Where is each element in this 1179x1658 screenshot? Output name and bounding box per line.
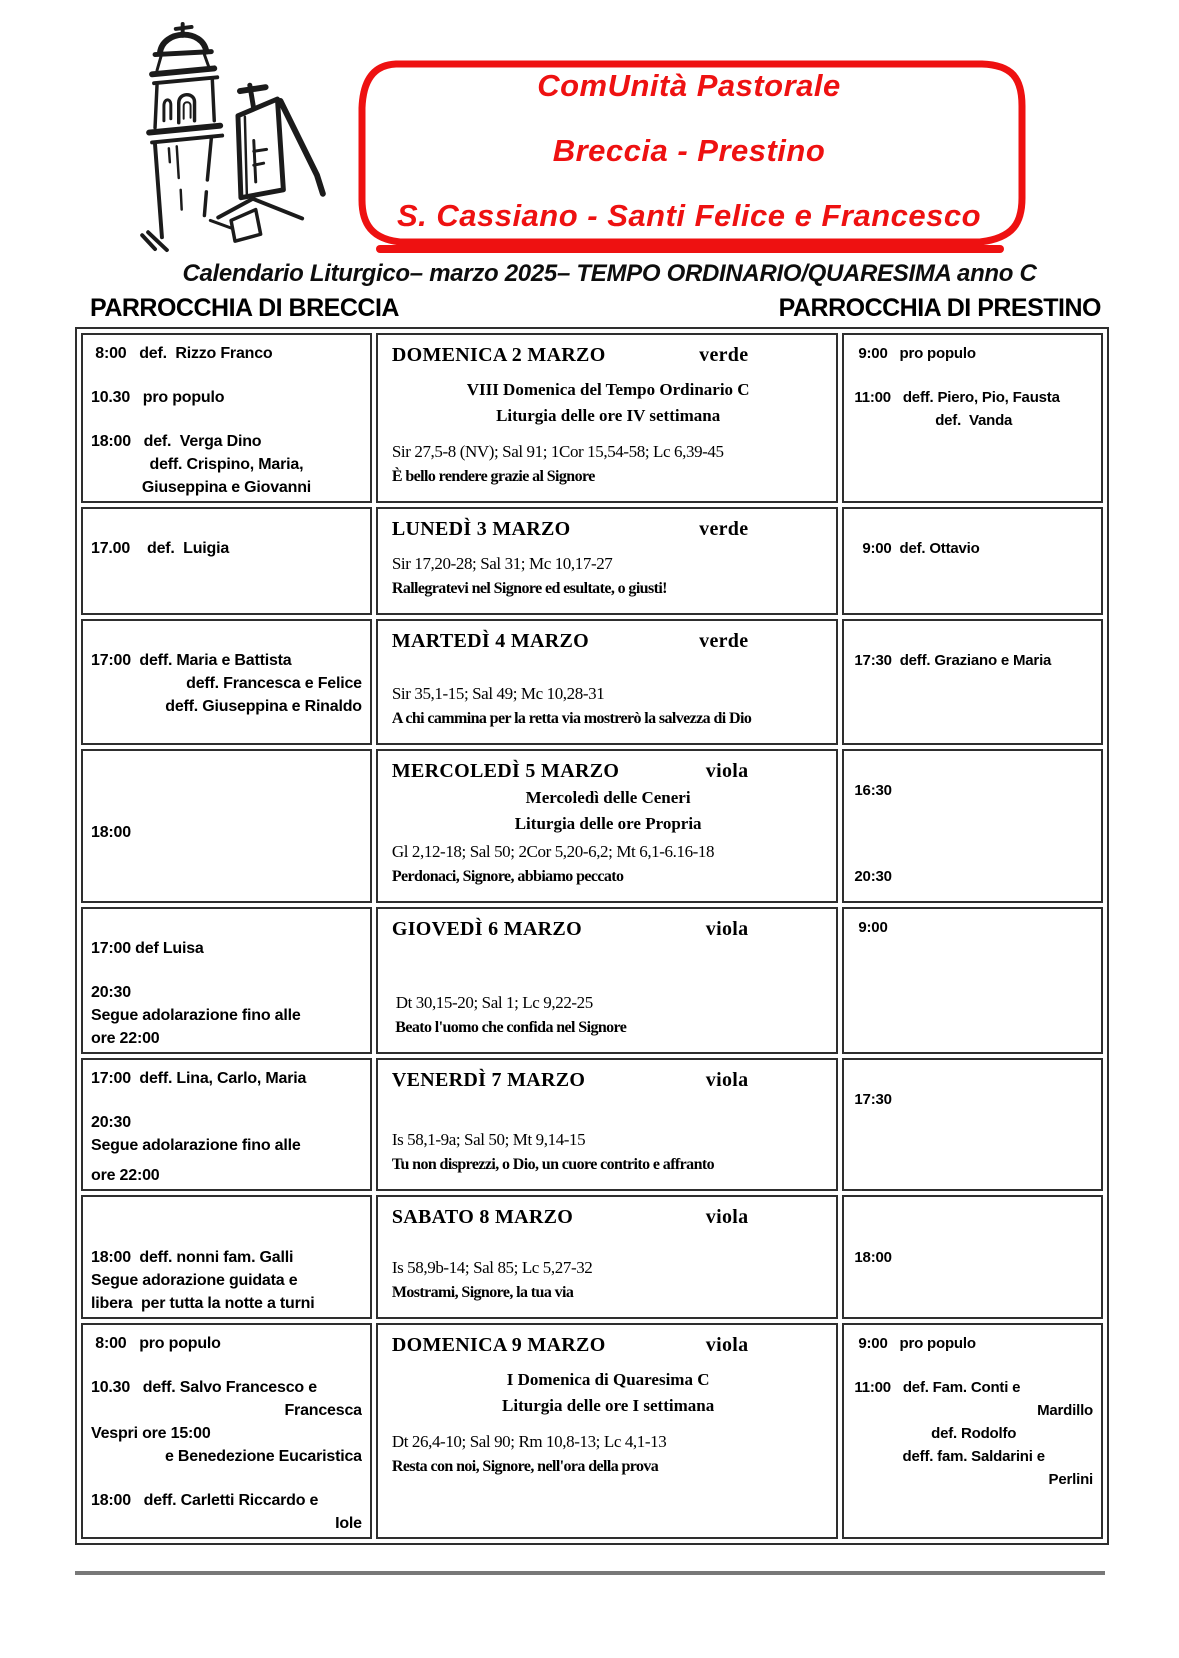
- prestino-intentions: 9:00: [854, 919, 888, 936]
- prestino-cell: [842, 1058, 1103, 1191]
- day-title: SABATO 8 MARZO: [391, 1206, 574, 1228]
- breccia-cell: [81, 907, 372, 1054]
- breccia-intentions: 17.00 def. Luigia: [91, 540, 230, 557]
- breccia-intentions: 18:00: [91, 824, 131, 841]
- day-cell: [376, 333, 839, 503]
- prestino-cell: [842, 619, 1103, 745]
- readings-reference: Is 58,1-9a; Sal 50; Mt 9,14-15: [391, 1130, 586, 1149]
- calendar-subtitle: Calendario Liturgico– marzo 2025– TEMPO ORDINARIO/QUARESIMA anno C: [182, 260, 1037, 287]
- scripture-block: [392, 551, 825, 603]
- scripture-block: [392, 681, 825, 733]
- day-row-venerdi-7: [81, 1058, 1103, 1191]
- prestino-cell: [842, 1323, 1103, 1539]
- feast-info: [392, 1357, 825, 1429]
- feast-name: VIII Domenica del Tempo Ordinario C: [466, 380, 750, 399]
- day-row-domenica-9: [81, 1323, 1103, 1539]
- page-header: [0, 0, 1179, 258]
- liturgical-color-label: verde: [699, 518, 749, 540]
- day-cell: [376, 619, 839, 745]
- day-cell: [376, 907, 839, 1054]
- day-header: [392, 344, 825, 367]
- footer-rule: [75, 1571, 1105, 1575]
- feast-info: [392, 1092, 825, 1127]
- parish-headings: [0, 294, 1179, 323]
- community-title: ComUnità Pastorale: [537, 68, 841, 103]
- day-cell: [376, 1323, 839, 1539]
- prestino-intentions: 9:00 def. Ottavio: [854, 540, 980, 557]
- readings-reference: Sir 35,1-15; Sal 49; Mc 10,28-31: [391, 684, 605, 703]
- feast-info: [392, 783, 825, 839]
- prestino-cell: [842, 749, 1103, 903]
- liturgy-hours: Liturgia delle ore I settimana: [502, 1396, 715, 1415]
- feast-name: Mercoledì delle Ceneri: [525, 788, 691, 807]
- liturgical-color-label: verde: [699, 630, 749, 652]
- liturgical-color-label: viola: [705, 918, 749, 940]
- day-row-mercoledi-5: [81, 749, 1103, 903]
- prestino-cell: [842, 1195, 1103, 1319]
- prestino-cell: [842, 507, 1103, 615]
- churches-title: S. Cassiano - Santi Felice e Francesco: [396, 198, 982, 233]
- breccia-intentions: 17:00 def Luisa 20:30 Segue adolarazione fino alle ore 22:00: [91, 940, 301, 1047]
- scripture-block: [392, 990, 825, 1042]
- breccia-intentions: 8:00 pro populo 10.30 deff. Salvo Francesco e Francesca Vespri ore 15:00 e Benedezione Eucaristica 18:00 deff. Carletti Riccardo e Iole: [91, 1335, 362, 1532]
- psalm-response: Resta con noi, Signore, nell'ora della prova: [391, 1458, 659, 1475]
- readings-reference: Is 58,9b-14; Sal 85; Lc 5,27-32: [391, 1258, 593, 1277]
- psalm-response: Mostrami, Signore, la tua via: [391, 1284, 574, 1301]
- day-cell: [376, 507, 839, 615]
- feast-info: [392, 541, 825, 551]
- day-header: [392, 760, 825, 783]
- readings-reference: Gl 2,12-18; Sal 50; 2Cor 5,20-6,2; Mt 6,1-6.16-18: [391, 842, 715, 861]
- title-plaque: [346, 54, 1032, 258]
- prestino-intentions: 17:30 deff. Graziano e Maria: [854, 652, 1052, 669]
- liturgical-color-label: verde: [699, 344, 749, 366]
- liturgical-calendar-table: [75, 327, 1109, 1545]
- day-header: [392, 518, 825, 541]
- prestino-cell: [842, 907, 1103, 1054]
- feast-info: [392, 367, 825, 439]
- breccia-cell: [81, 333, 372, 503]
- day-title: GIOVEDÌ 6 MARZO: [391, 918, 582, 940]
- parish-breccia-heading: PARROCCHIA DI BRECCIA: [90, 294, 399, 322]
- day-header: [392, 1206, 825, 1229]
- scripture-block: [392, 1127, 825, 1179]
- church-logo-icon: [110, 22, 360, 254]
- day-title: MARTEDÌ 4 MARZO: [391, 630, 589, 652]
- breccia-intentions: 8:00 def. Rizzo Franco 10.30 pro populo 18:00 def. Verga Dino deff. Crispino, Maria, Giuseppina e Giovanni: [91, 345, 312, 496]
- breccia-cell: [81, 507, 372, 615]
- day-row-giovedi-6: [81, 907, 1103, 1054]
- liturgy-hours: Liturgia delle ore Propria: [514, 814, 702, 833]
- day-title: LUNEDÌ 3 MARZO: [391, 518, 571, 540]
- breccia-intentions: 17:00 deff. Maria e Battista deff. Francesca e Felice deff. Giuseppina e Rinaldo: [91, 652, 362, 715]
- day-row-martedi-4: [81, 619, 1103, 745]
- prestino-intentions: 9:00 pro populo 11:00 deff. Piero, Pio, Fausta def. Vanda: [854, 345, 1060, 429]
- day-row-sabato-8: [81, 1195, 1103, 1319]
- day-title: MERCOLEDÌ 5 MARZO: [391, 760, 620, 782]
- liturgical-color-label: viola: [705, 1206, 749, 1228]
- scripture-block: [392, 439, 825, 491]
- breccia-cell: [81, 1323, 372, 1539]
- prestino-cell: [842, 333, 1103, 503]
- day-row-domenica-2: [81, 333, 1103, 503]
- day-cell: [376, 1058, 839, 1191]
- feast-info: [392, 653, 825, 681]
- day-header: [392, 1069, 825, 1092]
- prestino-intentions: 16:30 20:30: [854, 782, 892, 885]
- day-header: [392, 630, 825, 653]
- psalm-response: A chi cammina per la retta via mostrerò la salvezza di Dio: [391, 710, 752, 727]
- day-title: DOMENICA 2 MARZO: [391, 344, 606, 366]
- breccia-cell: [81, 1058, 372, 1191]
- breccia-cell: [81, 619, 372, 745]
- liturgical-color-label: viola: [705, 1069, 749, 1091]
- day-title: DOMENICA 9 MARZO: [391, 1334, 606, 1356]
- feast-name: I Domenica di Quaresima C: [506, 1370, 710, 1389]
- liturgical-color-label: viola: [705, 760, 749, 782]
- readings-reference: Dt 26,4-10; Sal 90; Rm 10,8-13; Lc 4,1-13: [391, 1432, 667, 1451]
- prestino-intentions: 17:30: [854, 1091, 892, 1108]
- scripture-block: [392, 1429, 825, 1481]
- readings-reference: Dt 30,15-20; Sal 1; Lc 9,22-25: [391, 993, 593, 1012]
- day-title: VENERDÌ 7 MARZO: [391, 1069, 586, 1091]
- psalm-response: Rallegratevi nel Signore ed esultate, o giusti!: [391, 580, 667, 597]
- breccia-intentions: 17:00 deff. Lina, Carlo, Maria 20:30 Segue adolarazione fino alle ore 22:00: [91, 1070, 307, 1184]
- prestino-intentions: 9:00 pro populo 11:00 def. Fam. Conti e Mardillo def. Rodolfo deff. fam. Saldarini e Perlini: [854, 1335, 1093, 1488]
- parish-prestino-heading: PARROCCHIA DI PRESTINO: [778, 294, 1101, 322]
- day-header: [392, 918, 825, 941]
- day-cell: [376, 749, 839, 903]
- liturgy-hours: Liturgia delle ore IV settimana: [496, 406, 721, 425]
- day-header: [392, 1334, 825, 1357]
- psalm-response: È bello rendere grazie al Signore: [391, 468, 595, 485]
- psalm-response: Perdonaci, Signore, abbiamo peccato: [391, 868, 624, 885]
- liturgical-color-label: viola: [705, 1334, 749, 1356]
- prestino-intentions: 18:00: [854, 1249, 892, 1266]
- parishes-title: Breccia - Prestino: [552, 133, 826, 168]
- day-cell: [376, 1195, 839, 1319]
- day-row-lunedi-3: [81, 507, 1103, 615]
- scripture-block: [392, 839, 825, 891]
- feast-info: [392, 941, 825, 990]
- breccia-cell: [81, 1195, 372, 1319]
- psalm-response: Beato l'uomo che confida nel Signore: [391, 1019, 627, 1036]
- breccia-cell: [81, 749, 372, 903]
- breccia-intentions: 18:00 deff. nonni fam. Galli Segue adorazione guidata e libera per tutta la notte a turni: [91, 1249, 315, 1312]
- readings-reference: Sir 27,5-8 (NV); Sal 91; 1Cor 15,54-58; Lc 6,39-45: [391, 442, 724, 461]
- feast-info: [392, 1229, 825, 1255]
- scripture-block: [392, 1255, 825, 1307]
- readings-reference: Sir 17,20-28; Sal 31; Mc 10,17-27: [391, 554, 613, 573]
- psalm-response: Tu non disprezzi, o Dio, un cuore contrito e affranto: [391, 1156, 714, 1173]
